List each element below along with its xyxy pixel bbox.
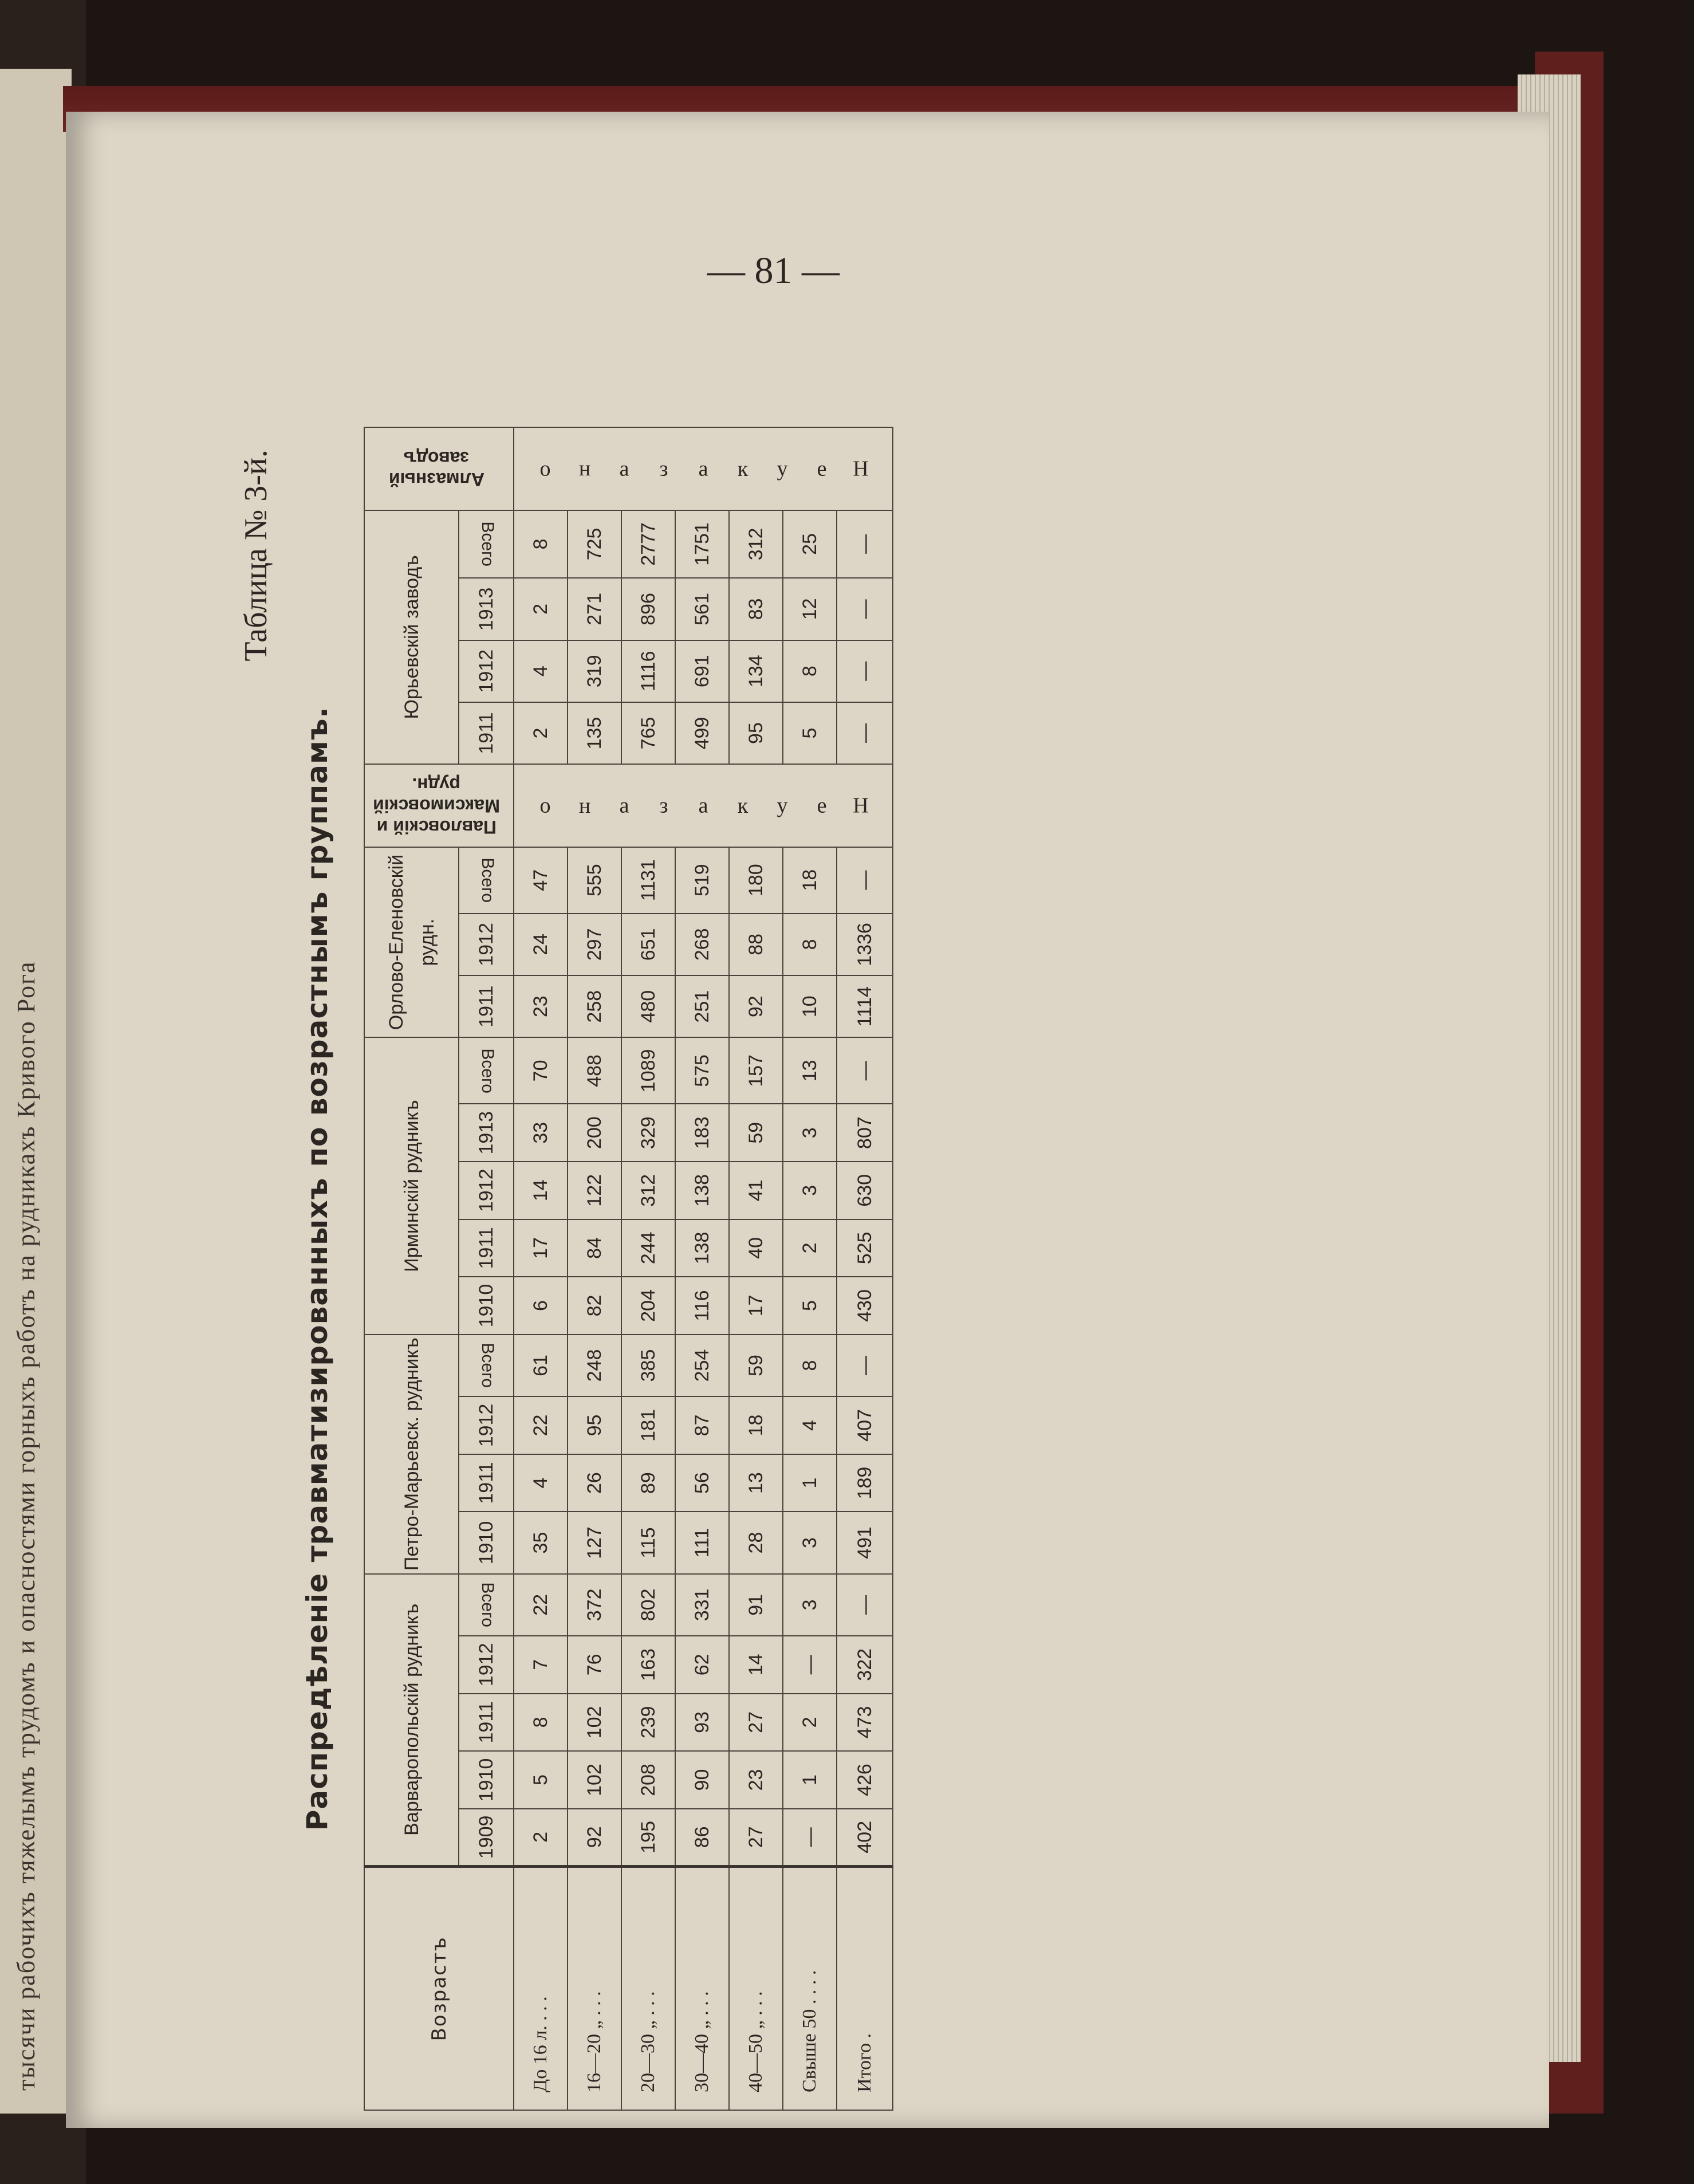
varvaropol-cell: 14 <box>729 1636 783 1694</box>
table-row <box>729 427 783 2110</box>
age-cell: 20—30 „ . . . <box>621 1866 675 2110</box>
petro-cell: 407 <box>837 1396 893 1454</box>
irmino-cell: 183 <box>675 1104 729 1162</box>
irmino-cell: 14 <box>514 1162 568 1219</box>
yurievsky-cell: 1116 <box>621 640 675 702</box>
varvaropol-cell: 163 <box>621 1636 675 1694</box>
yurievsky-cell: 271 <box>568 578 621 640</box>
yurievsky-cell: 725 <box>568 510 621 579</box>
table-caption: Распредѣленіе травматизированныхъ по возрастнымъ группамъ. <box>301 706 334 1831</box>
yurievsky-cell: 95 <box>729 702 783 764</box>
petro-cell: 8 <box>783 1335 837 1396</box>
total-header-text: Всего <box>478 1582 497 1628</box>
yurievsky-cell: 561 <box>675 578 729 640</box>
varvaropol-cell: 2 <box>514 1809 568 1867</box>
irmino-cell: 807 <box>837 1104 893 1162</box>
irmino-cell: 13 <box>783 1037 837 1104</box>
almazny-header-text: Алмазный заводъ <box>388 448 484 490</box>
orlovo-cell: — <box>837 847 893 914</box>
petro-cell: — <box>837 1335 893 1396</box>
year-header: 1910 <box>459 1277 514 1335</box>
irmino-cell: 17 <box>514 1219 568 1277</box>
yurievsky-cell: 312 <box>729 510 783 579</box>
total-header-text: Всего <box>478 1343 497 1388</box>
petro-cell: 87 <box>675 1396 729 1454</box>
irmino-cell: 59 <box>729 1104 783 1162</box>
petro-cell: 35 <box>514 1512 568 1573</box>
age-cell: Свыше 50 . . . . <box>783 1866 837 2110</box>
year-header: 1912 <box>459 640 514 702</box>
irmino-cell: 157 <box>729 1037 783 1104</box>
year-header: 1911 <box>459 1454 514 1512</box>
petro-cell: 385 <box>621 1335 675 1396</box>
irmino-cell: 3 <box>783 1104 837 1162</box>
orlovo-cell: 23 <box>514 975 568 1037</box>
varvaropol-cell: 76 <box>568 1636 621 1694</box>
irmino-cell: 525 <box>837 1219 893 1277</box>
varvaropol-cell: 8 <box>514 1694 568 1752</box>
yurievsky-cell: 5 <box>783 702 837 764</box>
pavlovsky-header-text: Павловскій и Максимовскій рудн. <box>373 774 500 837</box>
year-header: 1911 <box>459 1694 514 1752</box>
yurievsky-cell: 2 <box>514 702 568 764</box>
unknown-letter: а <box>619 457 629 481</box>
orlovo-cell: 92 <box>729 975 783 1037</box>
table-number: Таблица № 3-й. <box>238 450 274 662</box>
unknown-letter: к <box>737 457 748 481</box>
orlovo-cell: 519 <box>675 847 729 914</box>
petro-cell: 13 <box>729 1454 783 1512</box>
petro-cell: 3 <box>783 1512 837 1573</box>
petro-cell: 189 <box>837 1454 893 1512</box>
petro-cell: 115 <box>621 1512 675 1573</box>
rotated-content <box>226 427 1457 2111</box>
varvaropol-cell: 92 <box>568 1809 621 1867</box>
petro-cell: 127 <box>568 1512 621 1573</box>
varvaropol-cell: 372 <box>568 1574 621 1636</box>
varvaropol-cell: 402 <box>837 1809 893 1867</box>
age-header: Возрастъ <box>364 1866 514 2110</box>
unknown-letter: у <box>777 793 788 818</box>
almazny-unknown-cell <box>514 427 893 510</box>
irmino-cell: 17 <box>729 1277 783 1335</box>
unknown-letter: Н <box>853 793 869 818</box>
yurievsky-cell: 1751 <box>675 510 729 579</box>
varvaropol-cell: 7 <box>514 1636 568 1694</box>
year-header: 1911 <box>459 702 514 764</box>
right-page <box>66 112 1549 2128</box>
varvaropol-cell: 102 <box>568 1751 621 1809</box>
unknown-letter: а <box>698 457 708 481</box>
irmino-cell: 138 <box>675 1219 729 1277</box>
year-header: 1911 <box>459 975 514 1037</box>
orlovo-header: Орлово-Еленовскій рудн. <box>364 847 459 1038</box>
yurievsky-cell: 83 <box>729 578 783 640</box>
petro-header: Петро-Марьевск. рудникъ <box>364 1335 459 1574</box>
orlovo-cell: 651 <box>621 914 675 975</box>
orlovo-cell: 480 <box>621 975 675 1037</box>
table-row <box>568 427 621 2110</box>
unknown-letter: е <box>817 457 826 481</box>
yurievsky-cell: 4 <box>514 640 568 702</box>
irmino-cell: 122 <box>568 1162 621 1219</box>
total-header-text: Всего <box>478 857 497 903</box>
varvaropol-cell: — <box>783 1636 837 1694</box>
year-header: 1912 <box>459 1162 514 1219</box>
unknown-letter: з <box>659 457 668 481</box>
irmino-cell: 84 <box>568 1219 621 1277</box>
irmino-cell: 33 <box>514 1104 568 1162</box>
irmino-cell: 630 <box>837 1162 893 1219</box>
varvaropol-cell: — <box>783 1809 837 1867</box>
petro-cell: 181 <box>621 1396 675 1454</box>
orlovo-cell: 268 <box>675 914 729 975</box>
varvaropol-cell: 2 <box>783 1694 837 1752</box>
yurievsky-cell: 896 <box>621 578 675 640</box>
table-row <box>621 427 675 2110</box>
year-header: 1909 <box>459 1809 514 1867</box>
yurievsky-cell: — <box>837 510 893 579</box>
petro-cell: 111 <box>675 1512 729 1573</box>
irmino-header: Ирминскій рудникъ <box>364 1037 459 1334</box>
table-row <box>675 427 729 2110</box>
table-row <box>783 427 837 2110</box>
year-header: 1912 <box>459 1636 514 1694</box>
unknown-letter: о <box>539 457 551 481</box>
varvaropol-cell: 62 <box>675 1636 729 1694</box>
petro-cell: 254 <box>675 1335 729 1396</box>
age-cell: До 16 л. . . . <box>514 1866 568 2110</box>
total-header <box>459 1037 514 1104</box>
unknown-letter: н <box>579 793 591 818</box>
yurievsky-cell: 134 <box>729 640 783 702</box>
age-cell: Итого . <box>837 1866 893 2110</box>
total-header <box>459 510 514 579</box>
orlovo-cell: 8 <box>783 914 837 975</box>
unknown-letter: а <box>698 793 708 818</box>
unknown-letter: у <box>777 457 788 481</box>
yurievsky-cell: 765 <box>621 702 675 764</box>
table-row <box>514 427 568 2110</box>
yurievsky-cell: 691 <box>675 640 729 702</box>
irmino-cell: 70 <box>514 1037 568 1104</box>
age-cell: 16—20 „ . . . <box>568 1866 621 2110</box>
total-header <box>459 1574 514 1636</box>
varvaropol-cell: 91 <box>729 1574 783 1636</box>
pavlovsky-header <box>364 764 514 847</box>
irmino-cell: 244 <box>621 1219 675 1277</box>
left-page-text: тысячи рабочихъ тяжелымъ трудомъ и опасностями горныхъ работъ на рудникахъ Кривого Рога <box>12 961 40 2091</box>
age-cell: 30—40 „ . . . <box>675 1866 729 2110</box>
varvaropol-cell: 426 <box>837 1751 893 1809</box>
orlovo-cell: 258 <box>568 975 621 1037</box>
varvaropol-cell: 90 <box>675 1751 729 1809</box>
petro-cell: 491 <box>837 1512 893 1573</box>
unknown-letter: к <box>737 793 748 818</box>
irmino-cell: 40 <box>729 1219 783 1277</box>
varvaropol-cell: 195 <box>621 1809 675 1867</box>
total-header-text: Всего <box>478 521 497 567</box>
orlovo-cell: 18 <box>783 847 837 914</box>
varvaropol-cell: 27 <box>729 1694 783 1752</box>
total-header <box>459 1335 514 1396</box>
orlovo-cell: 10 <box>783 975 837 1037</box>
orlovo-cell: 24 <box>514 914 568 975</box>
unknown-vertical-text <box>526 428 881 510</box>
petro-cell: 61 <box>514 1335 568 1396</box>
yurievsky-cell: 135 <box>568 702 621 764</box>
yurievsky-cell: 12 <box>783 578 837 640</box>
year-header: 1910 <box>459 1512 514 1573</box>
unknown-vertical-text <box>526 765 881 846</box>
petro-cell: 1 <box>783 1454 837 1512</box>
irmino-cell: 200 <box>568 1104 621 1162</box>
yurievsky-cell: 8 <box>514 510 568 579</box>
year-header: 1913 <box>459 578 514 640</box>
petro-cell: 28 <box>729 1512 783 1573</box>
left-page <box>0 69 72 2114</box>
irmino-cell: 5 <box>783 1277 837 1335</box>
varvaropol-cell: 27 <box>729 1809 783 1867</box>
orlovo-cell: 88 <box>729 914 783 975</box>
yurievsky-cell: — <box>837 702 893 764</box>
year-header: 1912 <box>459 914 514 975</box>
petro-cell: 248 <box>568 1335 621 1396</box>
irmino-cell: 575 <box>675 1037 729 1104</box>
orlovo-cell: 1131 <box>621 847 675 914</box>
irmino-cell: 2 <box>783 1219 837 1277</box>
varvaropol-cell: 22 <box>514 1574 568 1636</box>
yurievsky-cell: 8 <box>783 640 837 702</box>
yurievsky-cell: — <box>837 578 893 640</box>
orlovo-cell: 1114 <box>837 975 893 1037</box>
age-cell: 40—50 „ . . . <box>729 1866 783 2110</box>
irmino-cell: 312 <box>621 1162 675 1219</box>
yurievsky-cell: 25 <box>783 510 837 579</box>
petro-cell: 59 <box>729 1335 783 1396</box>
unknown-letter: а <box>619 793 629 818</box>
year-header: 1912 <box>459 1396 514 1454</box>
yurievsky-header: Юрьевскій заводъ <box>364 510 459 765</box>
yurievsky-cell: 2777 <box>621 510 675 579</box>
petro-cell: 4 <box>514 1454 568 1512</box>
irmino-cell: 1089 <box>621 1037 675 1104</box>
petro-cell: 89 <box>621 1454 675 1512</box>
varvaropol-cell: 5 <box>514 1751 568 1809</box>
irmino-cell: 204 <box>621 1277 675 1335</box>
page-number: — 81 — <box>707 250 840 292</box>
unknown-letter: Н <box>853 457 869 481</box>
irmino-cell: 41 <box>729 1162 783 1219</box>
irmino-cell: — <box>837 1037 893 1104</box>
varvaropol-cell: 93 <box>675 1694 729 1752</box>
total-header-text: Всего <box>478 1048 497 1093</box>
varvaropol-cell: 208 <box>621 1751 675 1809</box>
orlovo-cell: 1336 <box>837 914 893 975</box>
petro-cell: 56 <box>675 1454 729 1512</box>
varvaropol-cell: 102 <box>568 1694 621 1752</box>
varvaropol-cell: 86 <box>675 1809 729 1867</box>
orlovo-cell: 555 <box>568 847 621 914</box>
yurievsky-cell: 319 <box>568 640 621 702</box>
varvaropol-cell: 23 <box>729 1751 783 1809</box>
varvaropol-cell: — <box>837 1574 893 1636</box>
total-header <box>459 847 514 914</box>
yurievsky-cell: 499 <box>675 702 729 764</box>
orlovo-cell: 297 <box>568 914 621 975</box>
irmino-cell: 430 <box>837 1277 893 1335</box>
irmino-cell: 6 <box>514 1277 568 1335</box>
pavlovsky-unknown-cell <box>514 764 893 847</box>
orlovo-cell: 251 <box>675 975 729 1037</box>
table-body <box>514 427 893 2110</box>
irmino-cell: 3 <box>783 1162 837 1219</box>
varvaropol-cell: 3 <box>783 1574 837 1636</box>
petro-cell: 4 <box>783 1396 837 1454</box>
petro-cell: 26 <box>568 1454 621 1512</box>
year-header: 1913 <box>459 1104 514 1162</box>
irmino-cell: 138 <box>675 1162 729 1219</box>
petro-cell: 18 <box>729 1396 783 1454</box>
varvaropol-cell: 239 <box>621 1694 675 1752</box>
orlovo-cell: 180 <box>729 847 783 914</box>
varvaropol-header: Варваропольскій рудникъ <box>364 1574 459 1867</box>
total-row <box>837 427 893 2110</box>
irmino-cell: 329 <box>621 1104 675 1162</box>
irmino-cell: 116 <box>675 1277 729 1335</box>
irmino-cell: 82 <box>568 1277 621 1335</box>
varvaropol-cell: 322 <box>837 1636 893 1694</box>
yurievsky-cell: 2 <box>514 578 568 640</box>
varvaropol-cell: 473 <box>837 1694 893 1752</box>
unknown-letter: о <box>539 793 551 818</box>
almazny-header <box>364 427 514 510</box>
yurievsky-cell: — <box>837 640 893 702</box>
unknown-letter: з <box>659 793 668 818</box>
year-header: 1911 <box>459 1219 514 1277</box>
age-distribution-table <box>364 427 893 2111</box>
varvaropol-cell: 331 <box>675 1574 729 1636</box>
unknown-letter: е <box>817 793 826 818</box>
varvaropol-cell: 802 <box>621 1574 675 1636</box>
year-header: 1910 <box>459 1751 514 1809</box>
orlovo-cell: 47 <box>514 847 568 914</box>
irmino-cell: 488 <box>568 1037 621 1104</box>
petro-cell: 95 <box>568 1396 621 1454</box>
varvaropol-cell: 1 <box>783 1751 837 1809</box>
petro-cell: 22 <box>514 1396 568 1454</box>
unknown-letter: н <box>579 457 591 481</box>
